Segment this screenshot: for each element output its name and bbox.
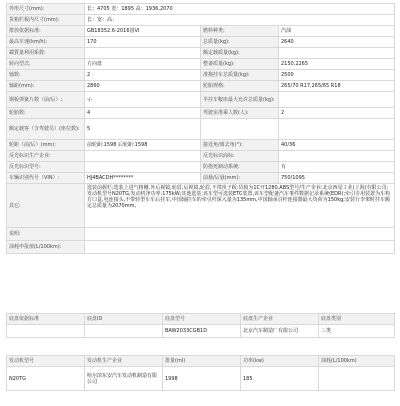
- row-value: -/-: [85, 92, 201, 108]
- row-label: 轴数:: [7, 70, 85, 81]
- row-label: 載質量利用系数:: [7, 48, 85, 59]
- vin-value: HJ4BACDH********: [85, 173, 201, 184]
- row-label: 轮胎规格:: [201, 81, 279, 92]
- table-row: [7, 59, 395, 70]
- row-label: 反光标识型号:: [7, 162, 85, 173]
- note-value: [85, 228, 395, 241]
- row-value: 750/1095: [279, 173, 395, 184]
- row-value: [85, 48, 201, 59]
- row-value: 265/70 R17,265/65 R18: [279, 81, 395, 92]
- engine-table: [6, 355, 395, 391]
- row-label: 防抱死制动系统:: [201, 162, 279, 173]
- row-value: 4: [85, 108, 201, 119]
- row-label: 转向型式:: [7, 59, 85, 70]
- row-label: 额定载客（含驾驶员）(座位数):: [7, 119, 85, 140]
- table-cell: N20TG: [7, 367, 85, 391]
- row-label: 总质量(kg):: [201, 37, 279, 48]
- row-label: 准拖挂车总质量(kg):: [201, 70, 279, 81]
- column-header: 底盘生产企业: [241, 314, 319, 325]
- table-cell: 哈尔滨东安汽车发动机制造有限公司: [85, 367, 163, 391]
- row-value: [279, 92, 395, 108]
- row-value: 2860: [85, 81, 201, 92]
- row-value: 汽油: [279, 26, 395, 37]
- table-cell: 北京汽车制造厂有限公司: [241, 325, 319, 338]
- column-header: 发动机生产企业: [85, 356, 163, 367]
- chassis-table: [6, 313, 395, 338]
- row-label: 半挂车鞍座最大允许总质量(kg):: [201, 92, 279, 108]
- table-cell: [7, 325, 85, 338]
- table-row: [7, 325, 395, 338]
- fuel-label: 油耗申报值(L/100km):: [7, 241, 85, 254]
- table-row: [7, 92, 395, 108]
- row-value: [279, 119, 395, 140]
- row-label: 驾驶室准乘人数(人):: [201, 108, 279, 119]
- row-label: 整备质量(kg):: [201, 59, 279, 70]
- row-value: 2640: [279, 37, 395, 48]
- table-row: [7, 184, 395, 228]
- table-row: [7, 173, 395, 184]
- cargo-box-value: 长：宽：高：: [85, 15, 395, 26]
- row-value: [279, 48, 395, 59]
- row-label: 轴距(mm):: [7, 81, 85, 92]
- column-header: 油耗(L/100km): [319, 356, 395, 367]
- table-cell: BAW2033CGB1D: [163, 325, 241, 338]
- row-label: 钢板弹簧片数（前/后）:: [7, 92, 85, 108]
- table-row: [7, 228, 395, 241]
- table-cell: 1998: [163, 367, 241, 391]
- table-cell: 三类: [319, 325, 395, 338]
- note-label: 说明:: [7, 228, 85, 241]
- other-label: 其它:: [7, 184, 85, 228]
- cargo-box-label: 货箱栏板内尺寸(mm):: [7, 15, 85, 26]
- table-row: [7, 26, 395, 37]
- column-header: 底盘依据标准: [7, 314, 85, 325]
- row-label: 轮胎数:: [7, 108, 85, 119]
- row-label: 燃料种类:: [201, 26, 279, 37]
- dimensions-value: 长：4705 宽：1895 高：1936,2070: [85, 4, 395, 15]
- row-value: 2: [85, 70, 201, 81]
- row-value: 前轮距:1598 后轮距:1598: [85, 140, 201, 151]
- row-value: 40/36: [279, 140, 395, 151]
- column-header: 发动机型号: [7, 356, 85, 367]
- fuel-value: [85, 241, 395, 254]
- table-cell: [85, 325, 163, 338]
- row-value: 2: [279, 108, 395, 119]
- row-value: [279, 151, 395, 162]
- table-header-row: [7, 314, 395, 325]
- row-value: [85, 162, 201, 173]
- row-value: 2150,2265: [279, 59, 395, 70]
- column-header: 底盘ID: [85, 314, 163, 325]
- table-row: [7, 81, 395, 92]
- row-value: [85, 151, 201, 162]
- table-row: [7, 15, 395, 26]
- row-value: 2500: [279, 70, 395, 81]
- column-header: 底盘型号: [163, 314, 241, 325]
- dimensions-label: 外形尺寸(mm):: [7, 4, 85, 15]
- table-row: [7, 108, 395, 119]
- row-value: GB18352.6-2016国VI: [85, 26, 201, 37]
- row-label: 额定载质量(kg):: [201, 48, 279, 59]
- row-value: 方向盘: [85, 59, 201, 70]
- table-row: [7, 140, 395, 151]
- row-label: 前悬/后悬(mm):: [201, 173, 279, 184]
- row-label: [201, 119, 279, 140]
- row-label: 轮距（前/后）(mm):: [7, 140, 85, 151]
- row-value: 5: [85, 119, 201, 140]
- table-row: [7, 151, 395, 162]
- table-row: [7, 48, 395, 59]
- row-label: 接近角/离去角(°):: [201, 140, 279, 151]
- table-row: [7, 70, 395, 81]
- table-header-row: [7, 356, 395, 367]
- column-header: 底盘类别: [319, 314, 395, 325]
- table-cell: 185: [241, 367, 319, 391]
- table-row: [7, 367, 395, 391]
- table-cell: [319, 367, 395, 391]
- table-row: [7, 162, 395, 173]
- row-label: 车辆识别代号（VIN）:: [7, 173, 85, 184]
- row-label: 最高车速(km/h):: [7, 37, 85, 48]
- row-label: 反光标识生产企业:: [7, 151, 85, 162]
- table-row: [7, 4, 395, 15]
- column-header: 功率(kw): [241, 356, 319, 367]
- table-row: [7, 241, 395, 254]
- other-value: 选装前握栏;选装上进气格栅,外后视镜,轮眉,后视镜,轮眉,不带顶子板;货箱为1C开1280,ABS型号/生产企业:北京西星工业(上海)有限公司:发动机型号N20TG,发动机净功率:175kW;其他选装:该车型可选装ETC装置,该车型配备汽车事件数据记录系统(EDR);牵引专用装置为车构方口盒,电连接头,不带轻型车车后挂车,中国轴挂车的牵引杆深入量为135mm,中国轴承引杆连接器最大负荷为150kg;安装行李架时挂车额定总质量为2070mm。: [85, 184, 395, 228]
- column-header: 排量(ml): [163, 356, 241, 367]
- row-label: 反光标识商标:: [201, 151, 279, 162]
- row-value: 有: [279, 162, 395, 173]
- row-label: 排放依据标准:: [7, 26, 85, 37]
- spec-table: [6, 3, 395, 254]
- table-row: [7, 119, 395, 140]
- table-row: [7, 37, 395, 48]
- row-value: 170: [85, 37, 201, 48]
